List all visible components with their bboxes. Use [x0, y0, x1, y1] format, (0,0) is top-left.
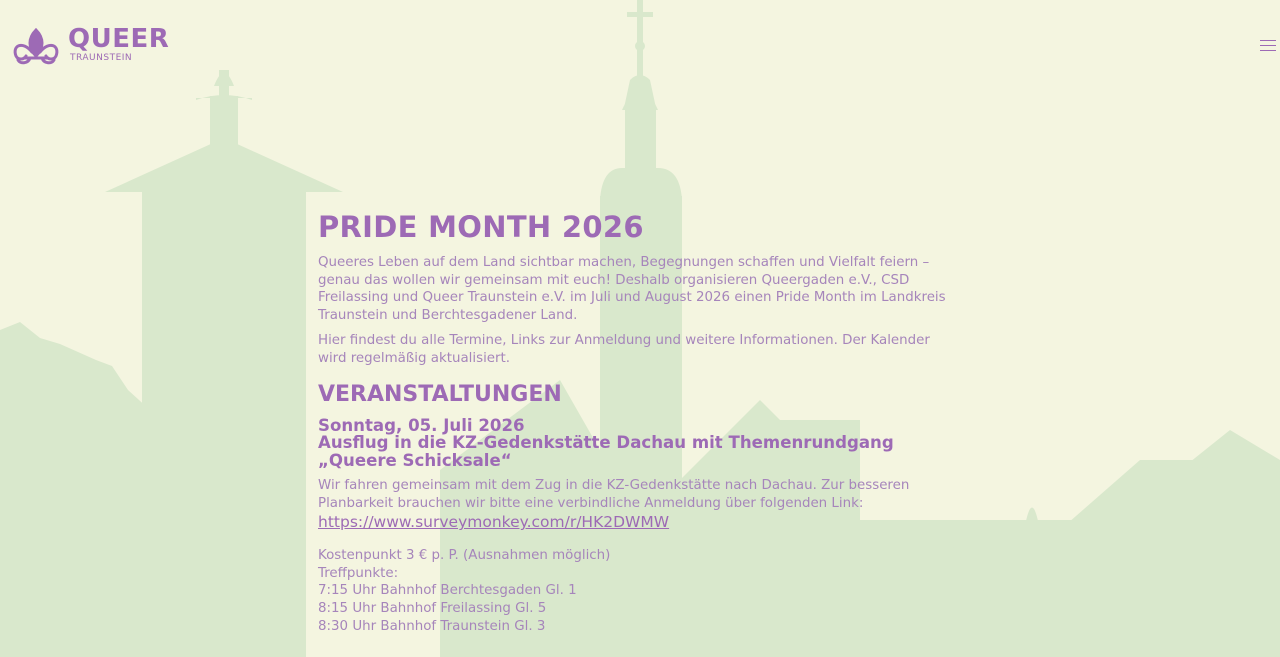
logo-subtitle: TRAUNSTEIN — [70, 53, 133, 63]
event-description: Wir fahren gemeinsam mit dem Zug in die KZ-Gedenkstätte nach Dachau. Zur besseren Planbarkeit brauchen wir bitte eine verbindliche Anmeldung über folgenden Link: — [318, 478, 910, 511]
logo-name: QUEER — [68, 24, 170, 54]
main-content — [318, 210, 958, 635]
event-registration-link[interactable]: https://www.surveymonkey.com/r/HK2DWMW — [318, 513, 670, 532]
event-entry — [318, 417, 958, 636]
event-details — [318, 547, 958, 635]
intro-paragraph-1: Queeres Leben auf dem Land sichtbar machen, Begegnungen schaffen und Vielfalt feiern – genau das wollen wir gemeinsam mit euch! Deshalb organisieren Queergaden e.V., CSD Freilassing und Queer Traunstein e.V. im Juli und August 2026 einen Pride Month im Landkreis Traunstein und Berchtesgadener Land. — [318, 255, 946, 323]
event-detail-line: Treffpunkte: — [318, 565, 399, 581]
intro-paragraph-2: Hier findest du alle Termine, Links zur Anmeldung und weitere Informationen. Der Kalender wird regelmäßig aktualisiert. — [318, 333, 930, 366]
events-heading: VERANSTALTUNGEN — [318, 381, 562, 407]
page-title: PRIDE MONTH 2026 — [318, 210, 644, 244]
fleur-de-lis-logo-icon — [10, 26, 62, 66]
hamburger-menu-icon[interactable] — [1260, 36, 1276, 52]
site-logo[interactable] — [10, 26, 169, 66]
event-detail-line: Kostenpunkt 3 € p. P. (Ausnahmen möglich) — [318, 548, 611, 564]
event-detail-line: 7:15 Uhr Bahnhof Berchtesgaden Gl. 1 — [318, 583, 577, 599]
event-date: Sonntag, 05. Juli 2026 — [318, 415, 525, 435]
event-detail-line: 8:30 Uhr Bahnhof Traunstein Gl. 3 — [318, 618, 546, 634]
event-detail-line: 8:15 Uhr Bahnhof Freilassing Gl. 5 — [318, 601, 547, 617]
event-title: Ausflug in die KZ-Gedenkstätte Dachau mit Themenrundgang „Queere Schicksale“ — [318, 433, 894, 470]
